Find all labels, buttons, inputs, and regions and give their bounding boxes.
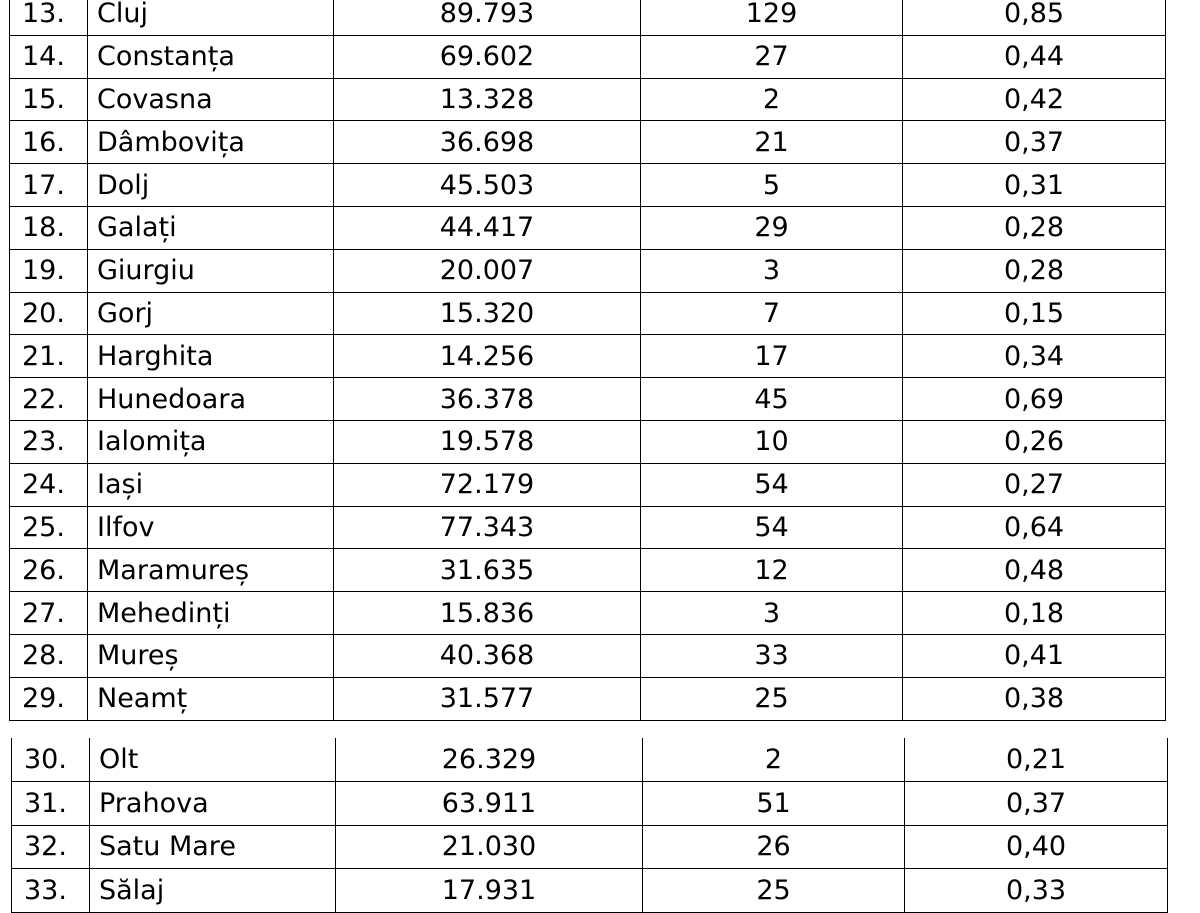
table-row: [10, 506, 1166, 549]
county-name-cell: Harghita: [88, 335, 334, 378]
value-2-cell: 2: [641, 78, 903, 121]
table-row: [10, 0, 1166, 35]
value-1-cell: 31.635: [334, 549, 641, 592]
value-1-cell: 15.320: [334, 292, 641, 335]
table-row: [12, 869, 1168, 913]
county-name-cell: Mureș: [88, 634, 334, 677]
value-1-cell: 21.030: [336, 825, 643, 869]
row-number-cell: 24.: [10, 463, 88, 506]
table-row: [10, 549, 1166, 592]
table-row: [10, 206, 1166, 249]
row-number-cell: 14.: [10, 35, 88, 78]
table-row: [10, 592, 1166, 635]
value-1-cell: 69.602: [334, 35, 641, 78]
table-row: [12, 738, 1168, 782]
row-number-cell: 28.: [10, 634, 88, 677]
county-table-top: [9, 0, 1166, 721]
value-1-cell: 45.503: [334, 164, 641, 207]
row-number-cell: 16.: [10, 121, 88, 164]
value-2-cell: 10: [641, 420, 903, 463]
row-number-cell: 29.: [10, 677, 88, 720]
value-3-cell: 0,85: [903, 0, 1166, 35]
value-1-cell: 31.577: [334, 677, 641, 720]
value-1-cell: 19.578: [334, 420, 641, 463]
value-3-cell: 0,69: [903, 378, 1166, 421]
value-1-cell: 15.836: [334, 592, 641, 635]
value-3-cell: 0,40: [905, 825, 1168, 869]
value-3-cell: 0,27: [903, 463, 1166, 506]
value-2-cell: 27: [641, 35, 903, 78]
table-row: [10, 463, 1166, 506]
value-2-cell: 12: [641, 549, 903, 592]
row-number-cell: 31.: [12, 782, 90, 826]
row-number-cell: 20.: [10, 292, 88, 335]
value-3-cell: 0,37: [905, 782, 1168, 826]
county-name-cell: Constanța: [88, 35, 334, 78]
county-name-cell: Dolj: [88, 164, 334, 207]
value-2-cell: 17: [641, 335, 903, 378]
value-2-cell: 129: [641, 0, 903, 35]
value-1-cell: 40.368: [334, 634, 641, 677]
value-3-cell: 0,38: [903, 677, 1166, 720]
county-name-cell: Ialomița: [88, 420, 334, 463]
county-name-cell: Cluj: [88, 0, 334, 35]
value-1-cell: 89.793: [334, 0, 641, 35]
value-2-cell: 54: [641, 506, 903, 549]
county-name-cell: Covasna: [88, 78, 334, 121]
table-row: [10, 420, 1166, 463]
value-2-cell: 26: [643, 825, 905, 869]
row-number-cell: 19.: [10, 249, 88, 292]
row-number-cell: 27.: [10, 592, 88, 635]
value-1-cell: 36.378: [334, 378, 641, 421]
value-3-cell: 0,28: [903, 206, 1166, 249]
table-row: [10, 677, 1166, 720]
county-name-cell: Gorj: [88, 292, 334, 335]
value-1-cell: 14.256: [334, 335, 641, 378]
row-number-cell: 22.: [10, 378, 88, 421]
county-name-cell: Ilfov: [88, 506, 334, 549]
county-name-cell: Maramureș: [88, 549, 334, 592]
value-1-cell: 77.343: [334, 506, 641, 549]
value-2-cell: 51: [643, 782, 905, 826]
table-row: [10, 634, 1166, 677]
value-2-cell: 25: [643, 869, 905, 913]
county-name-cell: Iași: [88, 463, 334, 506]
county-name-cell: Sălaj: [90, 869, 336, 913]
value-2-cell: 25: [641, 677, 903, 720]
row-number-cell: 18.: [10, 206, 88, 249]
table-row: [10, 35, 1166, 78]
table-row: [10, 78, 1166, 121]
value-2-cell: 54: [641, 463, 903, 506]
row-number-cell: 25.: [10, 506, 88, 549]
value-2-cell: 5: [641, 164, 903, 207]
value-3-cell: 0,18: [903, 592, 1166, 635]
value-3-cell: 0,28: [903, 249, 1166, 292]
value-2-cell: 21: [641, 121, 903, 164]
row-number-cell: 21.: [10, 335, 88, 378]
value-3-cell: 0,41: [903, 634, 1166, 677]
value-1-cell: 36.698: [334, 121, 641, 164]
value-1-cell: 26.329: [336, 738, 643, 782]
row-number-cell: 13.: [10, 0, 88, 35]
value-3-cell: 0,15: [903, 292, 1166, 335]
county-name-cell: Satu Mare: [90, 825, 336, 869]
value-3-cell: 0,33: [905, 869, 1168, 913]
county-table-bottom: [11, 738, 1168, 913]
row-number-cell: 26.: [10, 549, 88, 592]
value-2-cell: 3: [641, 592, 903, 635]
county-name-cell: Prahova: [90, 782, 336, 826]
value-3-cell: 0,31: [903, 164, 1166, 207]
value-3-cell: 0,37: [903, 121, 1166, 164]
table-row: [10, 121, 1166, 164]
value-2-cell: 45: [641, 378, 903, 421]
table-row: [10, 378, 1166, 421]
value-2-cell: 29: [641, 206, 903, 249]
county-name-cell: Galați: [88, 206, 334, 249]
value-3-cell: 0,48: [903, 549, 1166, 592]
value-2-cell: 33: [641, 634, 903, 677]
table-row: [12, 825, 1168, 869]
table-body: [10, 0, 1166, 720]
county-name-cell: Mehedinți: [88, 592, 334, 635]
value-1-cell: 20.007: [334, 249, 641, 292]
value-3-cell: 0,21: [905, 738, 1168, 782]
value-3-cell: 0,42: [903, 78, 1166, 121]
value-1-cell: 63.911: [336, 782, 643, 826]
value-2-cell: 3: [641, 249, 903, 292]
table-row: [10, 164, 1166, 207]
value-1-cell: 72.179: [334, 463, 641, 506]
value-1-cell: 44.417: [334, 206, 641, 249]
county-name-cell: Giurgiu: [88, 249, 334, 292]
value-3-cell: 0,34: [903, 335, 1166, 378]
value-3-cell: 0,44: [903, 35, 1166, 78]
value-3-cell: 0,26: [903, 420, 1166, 463]
row-number-cell: 17.: [10, 164, 88, 207]
table-row: [10, 249, 1166, 292]
county-name-cell: Olt: [90, 738, 336, 782]
value-3-cell: 0,64: [903, 506, 1166, 549]
row-number-cell: 30.: [12, 738, 90, 782]
row-number-cell: 15.: [10, 78, 88, 121]
value-2-cell: 2: [643, 738, 905, 782]
value-1-cell: 13.328: [334, 78, 641, 121]
value-2-cell: 7: [641, 292, 903, 335]
row-number-cell: 32.: [12, 825, 90, 869]
table-body: [12, 738, 1168, 912]
row-number-cell: 23.: [10, 420, 88, 463]
county-name-cell: Neamț: [88, 677, 334, 720]
county-name-cell: Dâmbovița: [88, 121, 334, 164]
table-row: [10, 335, 1166, 378]
table-row: [12, 782, 1168, 826]
value-1-cell: 17.931: [336, 869, 643, 913]
row-number-cell: 33.: [12, 869, 90, 913]
table-row: [10, 292, 1166, 335]
county-name-cell: Hunedoara: [88, 378, 334, 421]
